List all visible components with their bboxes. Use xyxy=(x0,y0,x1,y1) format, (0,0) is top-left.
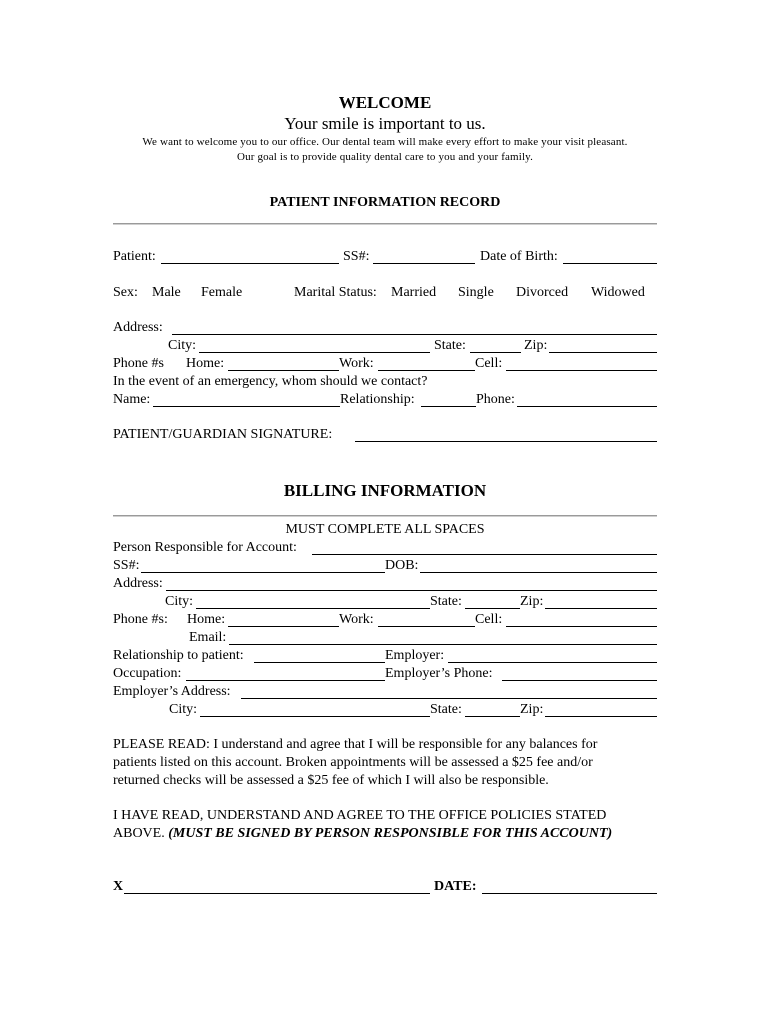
responsible-field[interactable] xyxy=(312,554,657,555)
billing-cell-label: Cell: xyxy=(475,612,503,627)
billing-home-label: Home: xyxy=(187,612,226,627)
agreement-emphasis: (MUST BE SIGNED BY PERSON RESPONSIBLE FOR THIS ACCOUNT) xyxy=(168,826,613,841)
intro-line-1: We want to welcome you to our office. Our dental team will make every effort to make your visit pleasant. xyxy=(142,136,628,148)
marital-option-married[interactable]: Married xyxy=(391,285,437,300)
agreement-line-1: I HAVE READ, UNDERSTAND AND AGREE TO THE OFFICE POLICIES STATED xyxy=(113,808,607,823)
notice-line-2: patients listed on this account. Broken appointments will be assessed a $25 fee and/or xyxy=(113,755,593,770)
employer-city-label: City: xyxy=(169,702,198,717)
employer-address-field[interactable] xyxy=(241,698,657,699)
patient-ss-label: SS#: xyxy=(343,249,370,264)
date-label: DATE: xyxy=(434,879,477,894)
emergency-phone-label: Phone: xyxy=(476,392,515,407)
state-field[interactable] xyxy=(470,352,521,353)
billing-section-title: BILLING INFORMATION xyxy=(283,481,487,500)
employer-field[interactable] xyxy=(448,662,657,663)
employer-zip-field[interactable] xyxy=(545,716,657,717)
account-signature-field[interactable] xyxy=(124,893,430,894)
home-label: Home: xyxy=(186,356,225,371)
occupation-label: Occupation: xyxy=(113,666,182,681)
zip-field[interactable] xyxy=(549,352,657,353)
signature-x-label: X xyxy=(113,879,124,894)
employer-phone-field[interactable] xyxy=(502,680,657,681)
city-label: City: xyxy=(168,338,197,353)
emergency-relationship-label: Relationship: xyxy=(340,392,415,407)
zip-label: Zip: xyxy=(524,338,548,353)
employer-zip-label: Zip: xyxy=(520,702,544,717)
employer-label: Employer: xyxy=(385,648,445,663)
intro-line-2: Our goal is to provide quality dental care to you and your family. xyxy=(236,151,534,163)
emergency-name-label: Name: xyxy=(113,392,151,407)
employer-state-label: State: xyxy=(430,702,462,717)
must-complete-note: MUST COMPLETE ALL SPACES xyxy=(285,522,485,537)
billing-address-field[interactable] xyxy=(166,590,657,591)
relationship-to-patient-label: Relationship to patient: xyxy=(113,648,244,663)
billing-section-rule xyxy=(113,515,657,517)
billing-cell-field[interactable] xyxy=(506,626,657,627)
patient-ss-field[interactable] xyxy=(373,263,475,264)
guardian-signature-label: PATIENT/GUARDIAN SIGNATURE: xyxy=(113,427,333,442)
patient-name-field[interactable] xyxy=(161,263,339,264)
marital-option-single[interactable]: Single xyxy=(458,285,494,300)
sex-option-male[interactable]: Male xyxy=(152,285,181,300)
marital-option-widowed[interactable]: Widowed xyxy=(591,285,645,300)
billing-state-label: State: xyxy=(430,594,462,609)
notice-line-3: returned checks will be assessed a $25 fee of which I will also be responsible. xyxy=(113,773,549,788)
relationship-to-patient-field[interactable] xyxy=(254,662,385,663)
sex-label: Sex: xyxy=(113,285,138,300)
billing-city-label: City: xyxy=(165,594,194,609)
emergency-name-field[interactable] xyxy=(153,406,340,407)
patient-section-title: PATIENT INFORMATION RECORD xyxy=(269,195,501,210)
emergency-question: In the event of an emergency, whom should we contact? xyxy=(113,374,428,389)
welcome-title: WELCOME xyxy=(338,93,432,112)
marital-option-divorced[interactable]: Divorced xyxy=(516,285,569,300)
billing-home-field[interactable] xyxy=(228,626,339,627)
billing-phone-label: Phone #s: xyxy=(113,612,168,627)
billing-state-field[interactable] xyxy=(465,608,520,609)
work-phone-field[interactable] xyxy=(378,370,475,371)
employer-city-field[interactable] xyxy=(200,716,430,717)
employer-phone-label: Employer’s Phone: xyxy=(385,666,493,681)
billing-work-field[interactable] xyxy=(378,626,475,627)
address-label: Address: xyxy=(113,320,163,335)
cell-label: Cell: xyxy=(475,356,503,371)
billing-zip-field[interactable] xyxy=(545,608,657,609)
date-field[interactable] xyxy=(482,893,657,894)
employer-state-field[interactable] xyxy=(465,716,520,717)
billing-ss-field[interactable] xyxy=(141,572,385,573)
billing-city-field[interactable] xyxy=(196,608,430,609)
state-label: State: xyxy=(434,338,466,353)
patient-section-rule xyxy=(113,223,657,225)
phone-label: Phone #s xyxy=(113,356,164,371)
billing-dob-field[interactable] xyxy=(420,572,657,573)
billing-zip-label: Zip: xyxy=(520,594,544,609)
billing-email-label: Email: xyxy=(189,630,227,645)
patient-label: Patient: xyxy=(113,249,156,264)
work-label: Work: xyxy=(339,356,374,371)
marital-label: Marital Status: xyxy=(294,285,377,300)
emergency-relationship-field[interactable] xyxy=(421,406,476,407)
city-field[interactable] xyxy=(199,352,430,353)
billing-email-field[interactable] xyxy=(229,644,657,645)
notice-line-1: PLEASE READ: I understand and agree that I will be responsible for any balances for xyxy=(113,737,598,752)
billing-ss-label: SS#: xyxy=(113,558,140,573)
guardian-signature-field[interactable] xyxy=(355,441,657,442)
home-phone-field[interactable] xyxy=(228,370,339,371)
address-field[interactable] xyxy=(172,334,657,335)
welcome-subtitle: Your smile is important to us. xyxy=(284,114,486,133)
employer-address-label: Employer’s Address: xyxy=(113,684,231,699)
billing-dob-label: DOB: xyxy=(385,558,419,573)
billing-work-label: Work: xyxy=(339,612,374,627)
billing-address-label: Address: xyxy=(113,576,163,591)
cell-phone-field[interactable] xyxy=(506,370,657,371)
responsible-label: Person Responsible for Account: xyxy=(113,540,297,555)
agreement-line-2 xyxy=(113,826,612,842)
dob-label: Date of Birth: xyxy=(480,249,558,264)
sex-option-female[interactable]: Female xyxy=(201,285,243,300)
emergency-phone-field[interactable] xyxy=(517,406,657,407)
agreement-line-2-plain: ABOVE. xyxy=(113,826,169,841)
dob-field[interactable] xyxy=(563,263,657,264)
occupation-field[interactable] xyxy=(186,680,385,681)
